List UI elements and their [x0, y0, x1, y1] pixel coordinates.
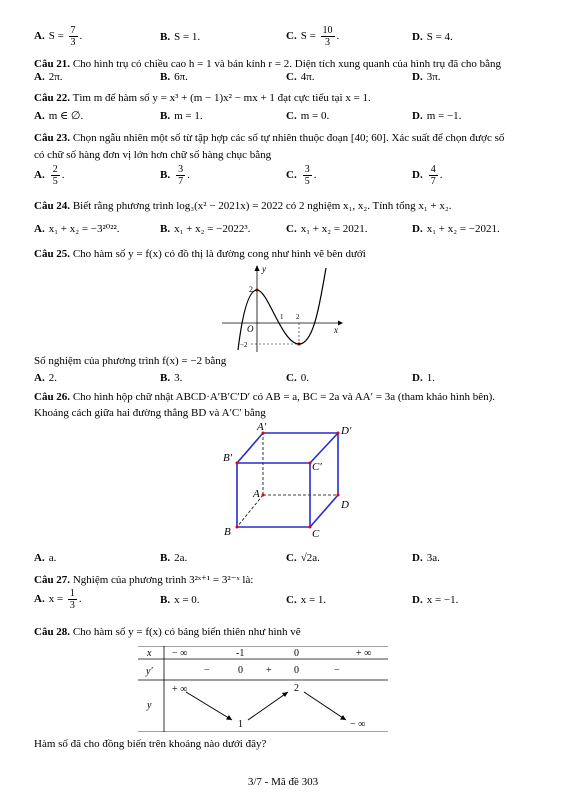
q21-stem: Câu 21. Cho hình trụ có chiều cao h = 1 và bán kính r = 2. Diện tích xung quanh của hình trụ đã cho bằng — [34, 58, 501, 70]
q26-stem-line2: Khoảng cách giữa hai đường thẳng BD và A′C′ bằng — [34, 407, 266, 419]
q23-stem-line1: Câu 23. Chọn ngẫu nhiên một số từ tập hợp các số tự nhiên thuộc đoạn [40; 60]. Xác suất để chọn được số — [34, 132, 505, 144]
q25-option-b: B. 3. — [160, 372, 183, 384]
q26-option-d: D. 3a. — [412, 552, 440, 564]
q26-option-a: A. a. — [34, 552, 57, 564]
arrow-increase — [248, 692, 288, 720]
x-val-neg1: -1 — [236, 648, 245, 659]
yp-sign-2: 0 — [238, 665, 243, 676]
row-label-y: y — [147, 700, 152, 711]
edge-CD — [310, 495, 338, 527]
edge-A1B1 — [237, 433, 263, 463]
y-val-pos-inf: + ∞ — [172, 684, 188, 695]
label-A1: A′ — [257, 421, 267, 433]
q22-option-b: B. m = 1. — [160, 110, 203, 122]
x-val-neg-inf: − ∞ — [172, 648, 188, 659]
q27-option-c: C. x = 1. — [286, 594, 327, 606]
x-val-0: 0 — [294, 648, 299, 659]
edge-C1D1 — [310, 433, 338, 463]
q22-option-d: D. m = −1. — [412, 110, 462, 122]
q28-stem: Câu 28. Cho hàm số y = f(x) có bảng biến thiên như hình vẽ — [34, 626, 301, 638]
q23-option-c: C. $\frac{3}{5}$ . — [286, 164, 317, 187]
q20-option-d: D. S = 4. — [412, 31, 453, 43]
x-val-pos-inf: + ∞ — [356, 648, 372, 659]
q22-stem: Câu 22. Tìm m để hàm số y = x³ + (m − 1)x² − mx + 1 đạt cực tiểu tại x = 1. — [34, 92, 371, 104]
arrow-decrease-1-head — [226, 715, 232, 720]
vertex-A — [262, 494, 265, 497]
label-A: A — [253, 488, 260, 500]
arrow-increase-head — [282, 692, 288, 697]
q20-option-b: B. S = 1. — [160, 31, 201, 43]
label-C1: C′ — [312, 461, 322, 473]
tick-x-2: 2 — [296, 313, 300, 321]
arrow-decrease-1 — [186, 692, 232, 720]
row-label-yp: y′ — [146, 666, 153, 677]
q27-option-a: A. x = $\frac{1}{3}$ . — [34, 588, 82, 611]
label-D: D — [341, 499, 349, 511]
q24-stem: Câu 24. Biết rằng phương trình log₃(x² − 2021x) = 2022 có 2 nghiệm x₁, x₂. Tính tổng x₁ + x₂. — [34, 200, 452, 212]
q21-option-d: D. 3π. — [412, 71, 441, 83]
q25-graph — [210, 262, 350, 356]
y-axis-label: y — [262, 264, 266, 274]
q27-option-d: D. x = −1. — [412, 594, 459, 606]
q22-option-a: A. m ∈ ∅. — [34, 110, 84, 122]
label-B: B — [224, 526, 231, 538]
q26-box-figure — [215, 420, 365, 545]
y-val-neg-inf: − ∞ — [350, 719, 366, 730]
tick-x-1: 1 — [280, 313, 284, 321]
row-label-x: x — [147, 648, 152, 659]
yp-sign-3: + — [266, 665, 272, 676]
q20-option-a: A. S = $\frac{7}{3}$ . — [34, 25, 83, 48]
q25-option-a: A. 2. — [34, 372, 57, 384]
q26-stem-line1: Câu 26. Cho hình hộp chữ nhật ABCD·A′B′C′D′ có AB = a, BC = 2a và AA′ = 3a (tham khảo hình bên). — [34, 391, 495, 403]
q24-option-c: C. x₁ + x₂ = 2021. — [286, 223, 368, 235]
x-axis-label: x — [334, 325, 338, 335]
tick-y-2: 2 — [249, 285, 253, 294]
q25-stem: Câu 25. Cho hàm số y = f(x) có đồ thị là đường cong như hình vẽ bên dưới — [34, 248, 366, 260]
q23-option-a: A. $\frac{2}{5}$ . — [34, 164, 65, 187]
vertex-B — [236, 526, 239, 529]
q26-option-b: B. 2a. — [160, 552, 188, 564]
q20-option-c: C. S = $\frac{10}{3}$ . — [286, 25, 340, 48]
q23-option-b: B. $\frac{3}{7}$ . — [160, 164, 190, 187]
q23-stem-line2: có chữ số hàng đơn vị lớn hơn chữ số hàng chục bằng — [34, 149, 272, 161]
yp-sign-4: 0 — [294, 665, 299, 676]
q25-option-d: D. 1. — [412, 372, 435, 384]
q24-option-a: A. x₁ + x₂ = −3²⁰²². — [34, 223, 120, 235]
q27-option-b: B. x = 0. — [160, 594, 200, 606]
label-B1: B′ — [223, 452, 233, 464]
arrow-decrease-2-head — [340, 715, 346, 720]
vertex-D — [337, 494, 340, 497]
vertex-B1 — [236, 462, 239, 465]
q26-option-c: C. √2a. — [286, 552, 320, 564]
yp-sign-5: − — [334, 665, 340, 676]
q21-option-a: A. 2π. — [34, 71, 63, 83]
curve — [238, 268, 326, 350]
q23-option-d: D. $\frac{4}{7}$ . — [412, 164, 443, 187]
q24-option-d: D. x₁ + x₂ = −2021. — [412, 223, 500, 235]
tick-y-neg2: −2 — [240, 341, 248, 349]
q27-stem: Câu 27. Nghiệm của phương trình 3²ˣ⁺¹ = 3²⁻ˣ là: — [34, 574, 254, 586]
page-footer: 3/7 - Mã đề 303 — [247, 776, 319, 788]
y-axis-arrow — [255, 265, 260, 271]
q24-option-b: B. x₁ + x₂ = −2022³. — [160, 223, 251, 235]
origin-label: O — [247, 324, 254, 334]
arrow-decrease-2 — [304, 692, 346, 720]
yp-sign-1: − — [204, 665, 210, 676]
x-axis-arrow — [338, 321, 343, 326]
q21-option-b: B. 6π. — [160, 71, 188, 83]
q25-option-c: C. 0. — [286, 372, 309, 384]
y-val-2: 2 — [294, 683, 299, 694]
vertex-D1 — [337, 432, 340, 435]
label-D1: D′ — [341, 425, 352, 437]
q28-variation-table — [138, 646, 388, 732]
q25-question: Số nghiệm của phương trình f(x) = −2 bằng — [34, 355, 227, 367]
q22-option-c: C. m = 0. — [286, 110, 330, 122]
q28-question: Hàm số đã cho đồng biến trên khoảng nào dưới đây? — [34, 738, 267, 750]
label-C: C — [312, 528, 320, 540]
y-val-1: 1 — [238, 719, 243, 730]
q21-option-c: C. 4π. — [286, 71, 315, 83]
